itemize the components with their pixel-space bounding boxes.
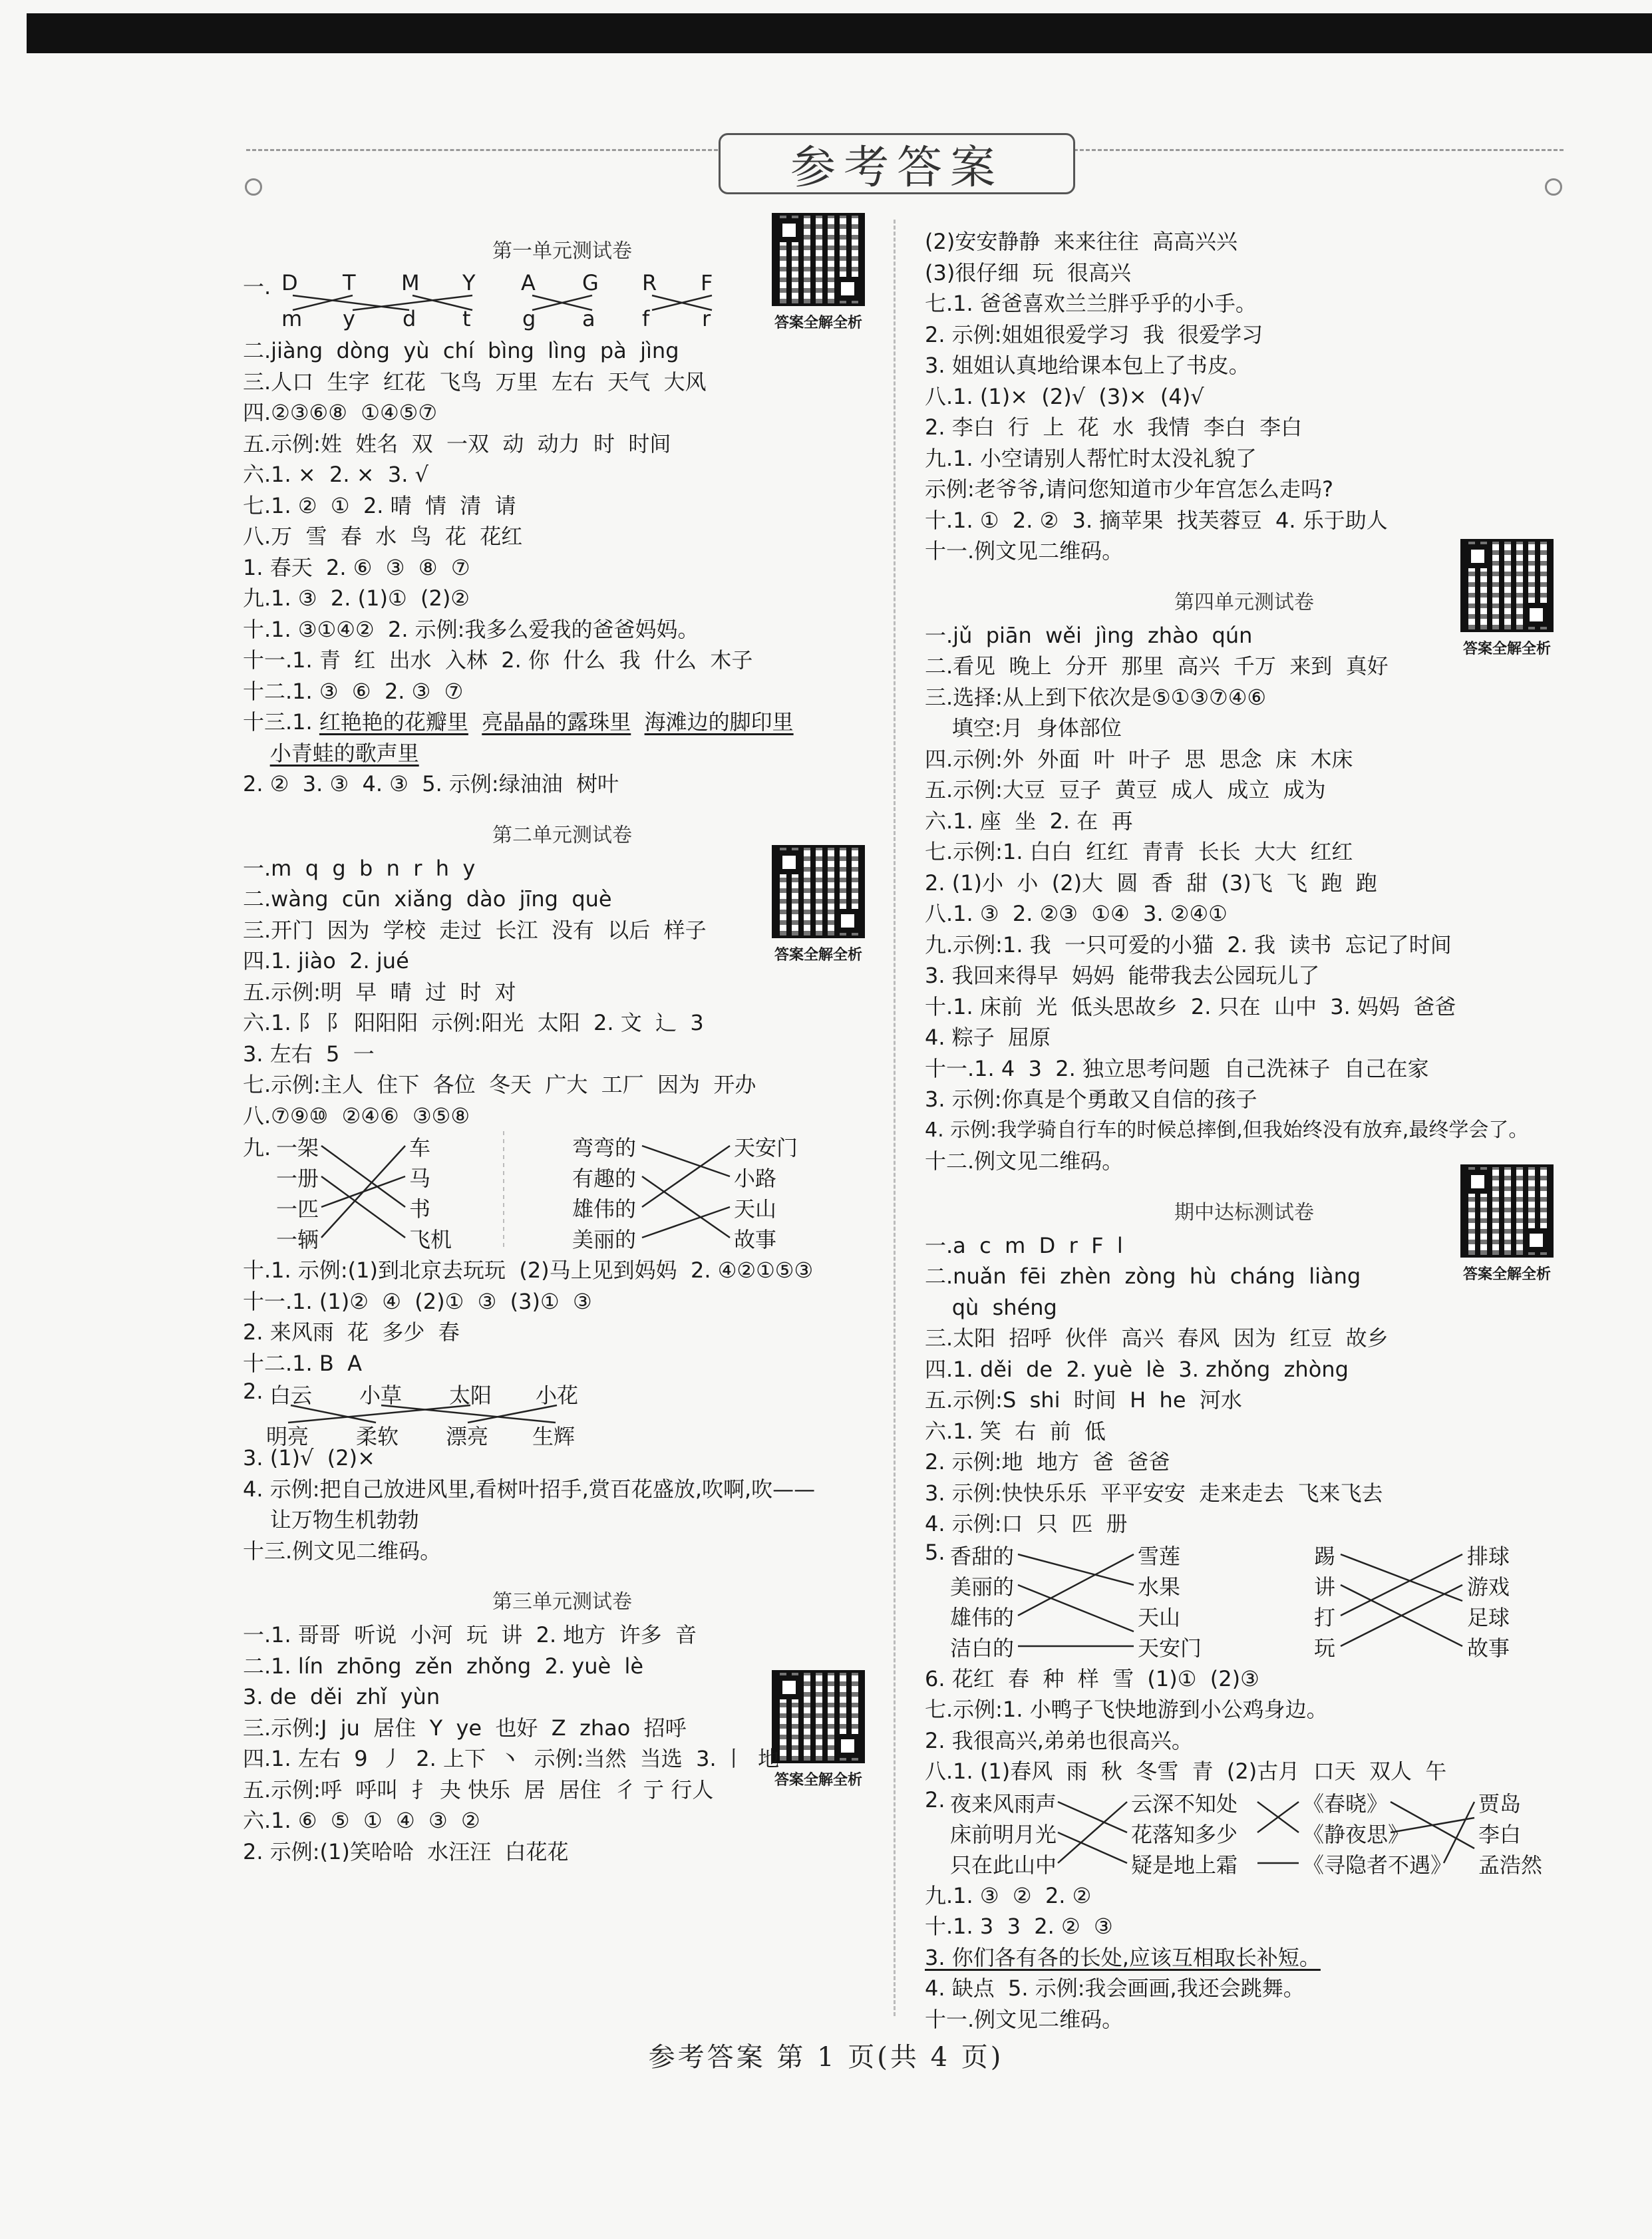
match-word: 书 — [409, 1196, 431, 1222]
q1-bottom-letter: g — [522, 306, 536, 331]
answer-line: 3. de děi zhǐ yùn — [243, 1684, 440, 1709]
answer-line: 三.示例:J ju 居住 Y ye 也好 Z zhao 招呼 — [243, 1715, 687, 1741]
match-word: 《春晓》 — [1303, 1791, 1389, 1816]
q5-word-matching — [925, 1540, 1564, 1663]
answer-line: 七.示例:1. 白白 红红 青青 长长 大大 红红 — [925, 839, 1353, 864]
answer-line: 五.示例:姓 姓名 双 一双 动 动力 时 时间 — [243, 431, 671, 456]
answer-line: 八.⑦⑨⑩ ②④⑥ ③⑤⑧ — [243, 1103, 470, 1128]
q1-bottom-letter: t — [462, 306, 471, 331]
match-line — [291, 1405, 376, 1423]
match-word: 踢 — [1314, 1543, 1336, 1569]
match-line — [1018, 1554, 1134, 1585]
answer-line: 十.1. 床前 光 低头思故乡 2. 只在 山中 3. 妈妈 爸爸 — [925, 993, 1456, 1019]
answer-line: 五.示例:大豆 豆子 黄豆 成人 成立 成为 — [925, 777, 1326, 802]
match-word: 《寻隐者不遇》 — [1303, 1852, 1452, 1878]
underlined-answer: 海滩边的脚印里 — [644, 709, 794, 735]
underlined-answer: 亮晶晶的露珠里 — [482, 709, 631, 735]
q12-word-matching — [243, 1379, 882, 1449]
q9-word-matching — [243, 1131, 882, 1255]
answer-line: 一.jǔ piān wěi jìng zhào qún — [925, 622, 1253, 648]
answer-line: 九.示例:1. 我 一只可爱的小猫 2. 我 读书 忘记了时间 — [925, 932, 1452, 957]
match-word: 云深不知处 — [1131, 1791, 1238, 1816]
match-line — [1058, 1802, 1127, 1863]
match-word: 游戏 — [1467, 1574, 1510, 1600]
q8-poem-matching — [925, 1787, 1564, 1880]
match-line — [1444, 1802, 1474, 1863]
answer-line: 让万物生机勃勃 — [243, 1507, 419, 1532]
answer-line: 六.1. 阝 阝 阳阳阳 示例:阳光 太阳 2. 文 辶 3 — [243, 1010, 704, 1035]
answer-line: 三.太阳 招呼 伙伴 高兴 春风 因为 红豆 故乡 — [925, 1325, 1389, 1351]
q1-bottom-letter: a — [582, 306, 595, 331]
answer-line: 三.选择:从上到下依次是⑤①③⑦④⑥ — [925, 684, 1267, 710]
q1-top-letter: Y — [462, 270, 476, 295]
q1-bottom-letter: d — [403, 306, 416, 331]
match-line — [642, 1207, 730, 1238]
answer-line: 二.看见 晚上 分开 那里 高兴 千万 来到 真好 — [925, 653, 1389, 679]
answer-line: 七.示例:主人 住下 各位 冬天 广大 工厂 因为 开办 — [243, 1072, 756, 1097]
qr-caption: 答案全解全析 — [774, 315, 862, 331]
answer-line: 十.1. 示例:(1)到北京去玩玩 (2)马上见到妈妈 2. ④②①⑤③ — [243, 1258, 814, 1283]
answer-line: 八.1. (1)× (2)√ (3)× (4)√ — [925, 383, 1204, 409]
match-word: 天安门 — [734, 1135, 798, 1160]
section-title-unit1: 第一单元测试卷 — [492, 240, 632, 263]
match-word: 白云 — [269, 1383, 313, 1408]
answer-line: 十二.例文见二维码。 — [925, 1148, 1124, 1174]
answer-line: 七.示例:1. 小鸭子飞快地游到小公鸡身边。 — [925, 1697, 1328, 1722]
answer-line: 七.1. 爸爸喜欢兰兰胖乎乎的小手。 — [925, 291, 1257, 316]
title-banner — [246, 133, 1564, 194]
match-line — [1341, 1554, 1462, 1616]
answer-line: 二.1. lín zhōng zěn zhǒng 2. yuè lè — [243, 1653, 644, 1679]
qr-caption: 答案全解全析 — [774, 1772, 862, 1789]
answer-line: 五.示例:S shi 时间 H he 河水 — [925, 1387, 1242, 1413]
answer-line: 十二.1. ③ ⑥ 2. ③ ⑦ — [243, 678, 464, 704]
section-title-unit2: 第二单元测试卷 — [492, 823, 632, 847]
q1-match-lines — [243, 269, 882, 335]
answer-line: 八.万 雪 春 水 鸟 花 花红 — [243, 524, 523, 549]
q1-top-letter: F — [701, 270, 713, 295]
q1-top-letter: A — [521, 270, 536, 295]
match-word: 天安门 — [1138, 1635, 1202, 1661]
match-word: 疑是地上霜 — [1131, 1852, 1238, 1878]
q8-match-lines — [925, 1787, 1564, 1880]
answer-line: 五.示例:呼 呼叫 扌 夬 快乐 居 居住 彳 亍 行人 — [243, 1777, 714, 1803]
answer-line: 十一.例文见二维码。 — [925, 538, 1124, 564]
match-word: 一辆 — [276, 1227, 319, 1252]
answer-line: 四.②③⑥⑧ ①④⑤⑦ — [243, 400, 438, 425]
match-word: 天山 — [1138, 1604, 1181, 1630]
answer-line: 4. 示例:口 只 匹 册 — [925, 1511, 1128, 1536]
q1-label: 一. — [243, 274, 271, 299]
match-line — [642, 1176, 730, 1238]
q5-match-lines — [925, 1540, 1564, 1663]
underlined-answer: 小青蛙的歌声里 — [269, 740, 419, 766]
q9-match-lines — [243, 1131, 882, 1255]
match-line — [1058, 1832, 1127, 1863]
match-word: 小花 — [536, 1383, 579, 1408]
answer-line: 十.1. ① 2. ② 3. 摘苹果 找芙蓉豆 4. 乐于助人 — [925, 507, 1388, 533]
answer-line: 四.1. 左右 9 丿 2. 上下 丶 示例:当然 当选 3. 丨 地 — [243, 1746, 780, 1771]
answer-line: 七.1. ② ① 2. 晴 情 清 请 — [243, 492, 516, 518]
answer-line: 六.1. × 2. × 3. √ — [243, 462, 428, 487]
underlined-answer: 3. 你们各有各的长处,应该互相取长补短。 — [925, 1944, 1321, 1970]
answer-line: 一.m q g b n r h y — [243, 855, 476, 881]
q1-bottom-letter: y — [343, 306, 355, 331]
q1-top-letter: R — [642, 270, 657, 295]
match-line — [288, 1405, 470, 1423]
answer-line: 3. 示例:你真是个勇敢又自信的孩子 — [925, 1087, 1257, 1112]
answer-line: 3. (1)√ (2)× — [243, 1445, 375, 1470]
match-word: 床前明月光 — [950, 1821, 1057, 1847]
match-word: 漂亮 — [446, 1424, 489, 1449]
q12-label: 2. — [243, 1379, 263, 1404]
q1-top-letter: D — [281, 270, 298, 295]
answer-line: 4. 示例:我学骑自行车的时候总摔倒,但我始终没有放弃,最终学会了。 — [925, 1118, 1529, 1142]
match-word: 排球 — [1467, 1543, 1510, 1569]
answer-line: (3)很仔细 玩 很高兴 — [925, 259, 1132, 285]
q1-top-letter: G — [582, 270, 599, 295]
match-word: 水果 — [1138, 1574, 1181, 1600]
q13-label: 十三.1. — [243, 709, 313, 735]
answer-line: 4. 示例:把自己放进风里,看树叶招手,赏百花盛放,吹啊,吹—— — [243, 1476, 816, 1502]
match-line — [293, 295, 409, 310]
answer-line: 六.1. ⑥ ⑤ ① ④ ③ ② — [243, 1808, 480, 1833]
answer-line: 十.1. 3 3 2. ② ③ — [925, 1914, 1113, 1939]
answer-line: 八.1. ③ 2. ②③ ①④ 3. ②④① — [925, 901, 1228, 926]
answer-line-q13 — [243, 707, 882, 738]
qr-caption: 答案全解全析 — [1462, 641, 1551, 657]
match-word: 小路 — [734, 1166, 777, 1191]
answer-line: 九.1. ③ ② 2. ② — [925, 1882, 1092, 1908]
match-word: 明亮 — [266, 1424, 309, 1449]
match-word: 洁白的 — [950, 1635, 1015, 1661]
answer-line: 二.nuǎn fēi zhèn zòng hù cháng liàng — [925, 1264, 1361, 1289]
match-word: 李白 — [1478, 1821, 1522, 1847]
q5-label: 5. — [925, 1539, 945, 1565]
match-line — [413, 295, 472, 310]
answer-line: 示例:老爷爷,请问您知道市少年宫怎么走吗? — [925, 476, 1333, 502]
match-line — [321, 1146, 405, 1238]
match-line — [321, 1146, 405, 1207]
q9-label: 九. — [243, 1135, 271, 1160]
right-column — [925, 226, 1564, 2035]
answer-line: 3. 左右 5 一 — [243, 1041, 375, 1067]
answer-line: 一.1. 哥哥 听说 小河 玩 讲 2. 地方 许多 音 — [243, 1622, 697, 1647]
match-word: 孟浩然 — [1478, 1852, 1543, 1878]
answer-line-q13-cont — [243, 738, 882, 769]
answer-line: qù shéng — [925, 1294, 1057, 1320]
answer-line: 四.1. jiào 2. jué — [243, 948, 409, 973]
answer-line: 四.1. děi de 2. yuè lè 3. zhǒng zhòng — [925, 1356, 1349, 1382]
answer-line: 十一.1. 4 3 2. 独立思考问题 自己洗袜子 自己在家 — [925, 1055, 1429, 1081]
match-word: 夜来风雨声 — [950, 1791, 1057, 1816]
match-word: 美丽的 — [950, 1574, 1015, 1600]
match-word: 雄伟的 — [572, 1196, 637, 1222]
answer-line: 九.1. 小空请别人帮忙时太没礼貌了 — [925, 445, 1257, 471]
answer-line: 十.1. ③①④② 2. 示例:我多么爱我的爸爸妈妈。 — [243, 616, 699, 642]
match-word: 车 — [409, 1135, 431, 1160]
answer-line: 填空:月 身体部位 — [925, 715, 1122, 741]
answer-line: 九.1. ③ 2. (1)① (2)② — [243, 586, 470, 611]
section-title-midterm: 期中达标测试卷 — [1174, 1200, 1314, 1224]
left-column — [243, 226, 882, 1867]
qr-caption: 答案全解全析 — [1462, 1266, 1551, 1283]
answer-line-underlined — [925, 1942, 1564, 1974]
match-line — [321, 1176, 405, 1238]
q1-top-letter: M — [401, 270, 420, 295]
page-footer: 参考答案 第 1 页(共 4 页) — [648, 2042, 1004, 2073]
answer-line: 五.示例:明 早 晴 过 时 对 — [243, 979, 516, 1005]
match-word: 生辉 — [532, 1424, 576, 1449]
match-word: 雪莲 — [1138, 1543, 1181, 1569]
match-line — [642, 1146, 730, 1207]
match-word: 故事 — [1467, 1635, 1510, 1661]
section-title-unit3: 第三单元测试卷 — [492, 1590, 632, 1614]
match-word: 《静夜思》 — [1303, 1821, 1410, 1847]
answer-line: 2. 李白 行 上 花 水 我情 李白 李白 — [925, 415, 1303, 440]
match-word: 一匹 — [276, 1196, 319, 1222]
column-divider — [894, 220, 896, 2016]
answer-line: 一.a c m D r F l — [925, 1232, 1123, 1258]
match-word: 有趣的 — [572, 1166, 637, 1191]
answer-line: 3. 姐姐认真地给课本包上了书皮。 — [925, 353, 1250, 378]
answer-line: 6. 花红 春 种 样 雪 (1)① (2)③ — [925, 1665, 1259, 1691]
match-line — [642, 1146, 730, 1176]
match-word: 贾岛 — [1478, 1791, 1522, 1816]
match-line — [353, 295, 472, 310]
match-word: 香甜的 — [950, 1543, 1015, 1569]
page-title: 参考答案 — [719, 133, 1075, 194]
answer-line: 1. 春天 2. ⑥ ③ ⑧ ⑦ — [243, 554, 470, 580]
q1-bottom-letter: f — [642, 306, 650, 331]
answer-line: 六.1. 座 坐 2. 在 再 — [925, 808, 1133, 834]
answer-line: 二.wàng cūn xiǎng dào jīng què — [243, 886, 612, 912]
q1-letter-matching — [243, 269, 882, 335]
match-word: 飞机 — [409, 1227, 452, 1252]
answer-line: 4. 缺点 5. 示例:我会画画,我还会跳舞。 — [925, 1976, 1305, 2001]
match-word: 足球 — [1467, 1604, 1510, 1630]
answer-line: 3. 我回来得早 妈妈 能带我去公园玩儿了 — [925, 963, 1320, 988]
answer-line: 2. 示例:地 地方 爸 爸爸 — [925, 1449, 1170, 1474]
match-line — [468, 1405, 557, 1423]
answer-line: 三.开门 因为 学校 走过 长江 没有 以后 样子 — [243, 917, 707, 943]
match-word: 天山 — [734, 1196, 777, 1222]
answer-line: (2)安安静静 来来往往 高高兴兴 — [925, 229, 1238, 254]
answer-line: 4. 粽子 屈原 — [925, 1025, 1051, 1050]
match-word: 故事 — [734, 1227, 777, 1252]
match-word: 美丽的 — [572, 1227, 637, 1252]
match-word: 玩 — [1314, 1635, 1336, 1661]
match-word: 雄伟的 — [950, 1604, 1015, 1630]
q8-label: 2. — [925, 1787, 945, 1812]
answer-line: 2. 示例:姐姐很爱学习 我 很爱学习 — [925, 321, 1263, 347]
answer-line: 十一.1. 青 红 出水 入林 2. 你 什么 我 什么 木子 — [243, 647, 753, 673]
q1-top-letter: T — [343, 270, 356, 295]
ring-left-icon — [245, 178, 262, 196]
answer-line: 2. (1)小 小 (2)大 圆 香 甜 (3)飞 飞 跑 跑 — [925, 870, 1377, 896]
match-line — [381, 1405, 556, 1423]
match-word: 花落知多少 — [1131, 1821, 1238, 1847]
answer-line: 十一.1. (1)② ④ (2)① ③ (3)① ③ — [243, 1288, 592, 1314]
top-scan-bar — [27, 13, 1652, 53]
answer-line: 2. 来风雨 花 多少 春 — [243, 1319, 460, 1345]
match-line — [1058, 1802, 1127, 1832]
answer-line: 三.人口 生字 红花 飞鸟 万里 左右 天气 大风 — [243, 369, 707, 395]
section-title-unit4: 第四单元测试卷 — [1174, 590, 1314, 614]
match-line — [1018, 1585, 1134, 1632]
match-line — [1391, 1818, 1474, 1832]
match-word: 打 — [1314, 1604, 1336, 1630]
q1-bottom-letter: r — [702, 306, 711, 331]
answer-line: 十三.例文见二维码。 — [243, 1538, 442, 1564]
match-word: 柔软 — [356, 1424, 399, 1449]
match-word: 太阳 — [449, 1383, 492, 1408]
match-word: 一架 — [276, 1135, 319, 1160]
match-word: 马 — [409, 1166, 431, 1191]
answer-line: 十二.1. B A — [243, 1350, 363, 1376]
answer-line: 二.jiàng dòng yù chí bìng lìng pà jìng — [243, 338, 679, 363]
answer-line: 2. ② 3. ③ 4. ③ 5. 示例:绿油油 树叶 — [243, 771, 619, 796]
q1-bottom-letter: m — [281, 306, 303, 331]
underlined-answer: 红艳艳的花瓣里 — [319, 709, 468, 735]
answer-line: 八.1. (1)春风 雨 秋 冬雪 青 (2)古月 口天 双人 午 — [925, 1759, 1447, 1784]
match-word: 弯弯的 — [572, 1135, 637, 1160]
answer-line: 六.1. 笑 右 前 低 — [925, 1418, 1106, 1444]
answer-line: 3. 示例:快快乐乐 平平安安 走来走去 飞来飞去 — [925, 1480, 1383, 1506]
ring-right-icon — [1545, 178, 1562, 196]
match-word: 小草 — [359, 1383, 403, 1408]
match-word: 只在此山中 — [950, 1852, 1057, 1878]
answer-line: 2. 我很高兴,弟弟也很高兴。 — [925, 1727, 1193, 1753]
match-line — [1018, 1554, 1134, 1616]
match-line — [293, 295, 353, 310]
qr-caption: 答案全解全析 — [774, 947, 862, 963]
match-word: 一册 — [276, 1166, 319, 1191]
q12-match-lines — [243, 1379, 882, 1443]
answer-line: 2. 示例:(1)笑哈哈 水汪汪 白花花 — [243, 1838, 569, 1864]
answer-line: 四.示例:外 外面 叶 叶子 思 思念 床 木床 — [925, 746, 1353, 772]
answer-line: 十一.例文见二维码。 — [925, 2006, 1124, 2032]
match-word: 讲 — [1314, 1574, 1336, 1600]
